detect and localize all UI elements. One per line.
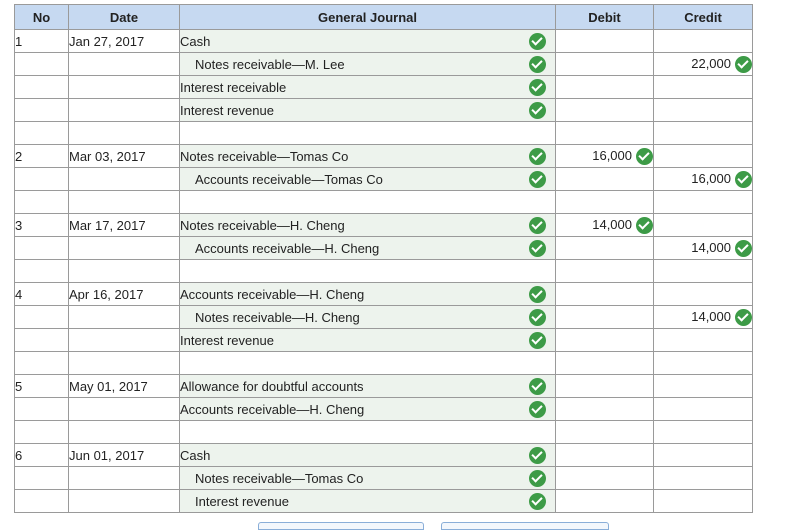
entry-date	[69, 490, 180, 513]
account-title-text: Accounts receivable—H. Cheng	[195, 240, 380, 256]
entry-number: 5	[15, 375, 69, 398]
credit-amount-field[interactable]	[654, 145, 753, 168]
journal-row	[15, 53, 753, 76]
account-title-text: Interest revenue	[195, 493, 289, 509]
entry-number	[15, 168, 69, 191]
check-circle-icon	[529, 171, 546, 188]
debit-amount-field[interactable]	[556, 490, 654, 513]
credit-amount-field[interactable]	[654, 283, 753, 306]
check-circle-icon	[529, 470, 546, 487]
entry-number	[15, 76, 69, 99]
account-title-field[interactable]	[180, 214, 556, 237]
account-title-text: Accounts receivable—H. Cheng	[180, 401, 365, 417]
entry-number: 3	[15, 214, 69, 237]
account-title-field[interactable]	[180, 76, 556, 99]
entry-number: 2	[15, 145, 69, 168]
entry-number	[15, 398, 69, 421]
header-credit: Credit	[654, 5, 753, 30]
entry-number	[15, 99, 69, 122]
debit-amount-field[interactable]	[556, 421, 654, 444]
journal-row	[15, 99, 753, 122]
journal-row	[15, 30, 753, 53]
check-circle-icon	[529, 79, 546, 96]
credit-amount-field[interactable]	[654, 30, 753, 53]
entry-number	[15, 306, 69, 329]
header-row	[15, 5, 753, 30]
debit-amount-field[interactable]	[556, 375, 654, 398]
entry-date	[69, 398, 180, 421]
debit-amount-field[interactable]	[556, 398, 654, 421]
journal-row	[15, 329, 753, 352]
journal-row	[15, 352, 753, 375]
check-circle-icon	[735, 171, 752, 188]
check-circle-icon	[529, 33, 546, 50]
account-title-field[interactable]	[180, 237, 556, 260]
entry-number: 6	[15, 444, 69, 467]
credit-amount-field[interactable]	[654, 76, 753, 99]
check-circle-icon	[529, 332, 546, 349]
account-title-field[interactable]	[180, 191, 556, 214]
check-circle-icon	[529, 148, 546, 165]
account-title-text: Cash	[180, 33, 211, 49]
check-circle-icon	[735, 56, 752, 73]
account-title-field[interactable]	[180, 329, 556, 352]
credit-amount-field[interactable]	[654, 375, 753, 398]
check-circle-icon	[529, 286, 546, 303]
entry-number	[15, 53, 69, 76]
credit-amount-field[interactable]	[654, 306, 753, 329]
check-circle-icon	[529, 401, 546, 418]
check-circle-icon	[529, 493, 546, 510]
account-title-text: Notes receivable—H. Cheng	[195, 309, 360, 325]
journal-row	[15, 398, 753, 421]
debit-amount-field[interactable]	[556, 76, 654, 99]
journal-row	[15, 444, 753, 467]
account-title-field[interactable]	[180, 53, 556, 76]
debit-amount-field[interactable]	[556, 467, 654, 490]
check-circle-icon	[529, 378, 546, 395]
entry-number	[15, 490, 69, 513]
account-title-field[interactable]	[180, 30, 556, 53]
credit-amount-field[interactable]	[654, 191, 753, 214]
check-circle-icon	[529, 240, 546, 257]
entry-number	[15, 260, 69, 283]
entry-date	[69, 122, 180, 145]
entry-number	[15, 329, 69, 352]
entry-date	[69, 99, 180, 122]
credit-amount-text: 14,000	[691, 240, 731, 256]
account-title-field[interactable]	[180, 421, 556, 444]
journal-row	[15, 191, 753, 214]
header-debit: Debit	[556, 5, 654, 30]
check-circle-icon	[529, 447, 546, 464]
account-title-field[interactable]	[180, 260, 556, 283]
account-title-field[interactable]	[180, 444, 556, 467]
debit-amount-field[interactable]	[556, 306, 654, 329]
account-title-text: Interest revenue	[180, 332, 274, 348]
check-circle-icon	[735, 309, 752, 326]
account-title-field[interactable]	[180, 398, 556, 421]
entry-date	[69, 421, 180, 444]
debit-amount-text: 16,000	[592, 148, 632, 164]
credit-amount-field[interactable]	[654, 329, 753, 352]
debit-amount-field[interactable]	[556, 237, 654, 260]
entry-date: Mar 17, 2017	[69, 214, 180, 237]
journal-row	[15, 122, 753, 145]
entry-number	[15, 352, 69, 375]
entry-date	[69, 467, 180, 490]
entry-date: Jan 27, 2017	[69, 30, 180, 53]
entry-number	[15, 237, 69, 260]
account-title-text: Cash	[180, 447, 211, 463]
credit-amount-field[interactable]	[654, 168, 753, 191]
account-title-text: Accounts receivable—H. Cheng	[180, 286, 365, 302]
debit-amount-field[interactable]	[556, 283, 654, 306]
account-title-field[interactable]	[180, 168, 556, 191]
debit-amount-field[interactable]	[556, 352, 654, 375]
entry-number	[15, 467, 69, 490]
credit-amount-field[interactable]	[654, 260, 753, 283]
entry-date	[69, 76, 180, 99]
check-circle-icon	[529, 56, 546, 73]
debit-amount-field[interactable]	[556, 191, 654, 214]
entry-number	[15, 191, 69, 214]
credit-amount-field[interactable]	[654, 421, 753, 444]
entry-date: Jun 01, 2017	[69, 444, 180, 467]
account-title-field[interactable]	[180, 99, 556, 122]
account-title-text: Interest receivable	[180, 79, 287, 95]
credit-amount-text: 22,000	[691, 56, 731, 72]
check-circle-icon	[636, 217, 653, 234]
account-title-text: Interest revenue	[180, 102, 274, 118]
account-title-field[interactable]	[180, 352, 556, 375]
account-title-text: Notes receivable—M. Lee	[195, 56, 345, 72]
journal-row	[15, 283, 753, 306]
debit-amount-text: 14,000	[592, 217, 632, 233]
credit-amount-field[interactable]	[654, 99, 753, 122]
entry-date	[69, 329, 180, 352]
credit-amount-field[interactable]	[654, 214, 753, 237]
check-circle-icon	[529, 309, 546, 326]
check-circle-icon	[636, 148, 653, 165]
entry-date	[69, 191, 180, 214]
entry-number: 4	[15, 283, 69, 306]
credit-amount-field[interactable]	[654, 398, 753, 421]
bottom-button-right[interactable]	[441, 522, 609, 530]
entry-date	[69, 53, 180, 76]
account-title-field[interactable]	[180, 490, 556, 513]
credit-amount-field[interactable]	[654, 122, 753, 145]
account-title-text: Notes receivable—Tomas Co	[195, 470, 364, 486]
credit-amount-field[interactable]	[654, 467, 753, 490]
check-circle-icon	[529, 217, 546, 234]
header-no: No	[15, 5, 69, 30]
bottom-button-left[interactable]	[258, 522, 424, 530]
journal-row	[15, 467, 753, 490]
journal-row	[15, 490, 753, 513]
credit-amount-text: 14,000	[691, 309, 731, 325]
account-title-field[interactable]	[180, 375, 556, 398]
journal-row	[15, 168, 753, 191]
entry-date	[69, 260, 180, 283]
journal-row	[15, 214, 753, 237]
account-title-field[interactable]	[180, 122, 556, 145]
entry-date	[69, 306, 180, 329]
journal-row	[15, 421, 753, 444]
journal-row	[15, 76, 753, 99]
debit-amount-field[interactable]	[556, 99, 654, 122]
debit-amount-field[interactable]	[556, 122, 654, 145]
entry-number	[15, 122, 69, 145]
debit-amount-field[interactable]	[556, 30, 654, 53]
credit-amount-field[interactable]	[654, 444, 753, 467]
debit-amount-field[interactable]	[556, 145, 654, 168]
entry-date: Mar 03, 2017	[69, 145, 180, 168]
debit-amount-field[interactable]	[556, 53, 654, 76]
general-journal-table	[14, 4, 753, 513]
entry-number	[15, 421, 69, 444]
credit-amount-field[interactable]	[654, 352, 753, 375]
debit-amount-field[interactable]	[556, 260, 654, 283]
entry-date	[69, 352, 180, 375]
journal-row	[15, 375, 753, 398]
entry-number: 1	[15, 30, 69, 53]
debit-amount-field[interactable]	[556, 329, 654, 352]
account-title-field[interactable]	[180, 306, 556, 329]
entry-date: Apr 16, 2017	[69, 283, 180, 306]
header-date: Date	[69, 5, 180, 30]
credit-amount-field[interactable]	[654, 53, 753, 76]
credit-amount-field[interactable]	[654, 490, 753, 513]
debit-amount-field[interactable]	[556, 168, 654, 191]
credit-amount-field[interactable]	[654, 237, 753, 260]
account-title-text: Allowance for doubtful accounts	[180, 378, 364, 394]
account-title-field[interactable]	[180, 283, 556, 306]
journal-row	[15, 145, 753, 168]
journal-body	[15, 30, 753, 513]
debit-amount-field[interactable]	[556, 444, 654, 467]
entry-date	[69, 168, 180, 191]
journal-row	[15, 237, 753, 260]
journal-row	[15, 260, 753, 283]
entry-date: May 01, 2017	[69, 375, 180, 398]
check-circle-icon	[735, 240, 752, 257]
account-title-text: Accounts receivable—Tomas Co	[195, 171, 383, 187]
check-circle-icon	[529, 102, 546, 119]
credit-amount-text: 16,000	[691, 171, 731, 187]
account-title-field[interactable]	[180, 145, 556, 168]
journal-row	[15, 306, 753, 329]
account-title-field[interactable]	[180, 467, 556, 490]
debit-amount-field[interactable]	[556, 214, 654, 237]
header-general-journal: General Journal	[180, 5, 556, 30]
account-title-text: Notes receivable—Tomas Co	[180, 148, 349, 164]
account-title-text: Notes receivable—H. Cheng	[180, 217, 345, 233]
entry-date	[69, 237, 180, 260]
